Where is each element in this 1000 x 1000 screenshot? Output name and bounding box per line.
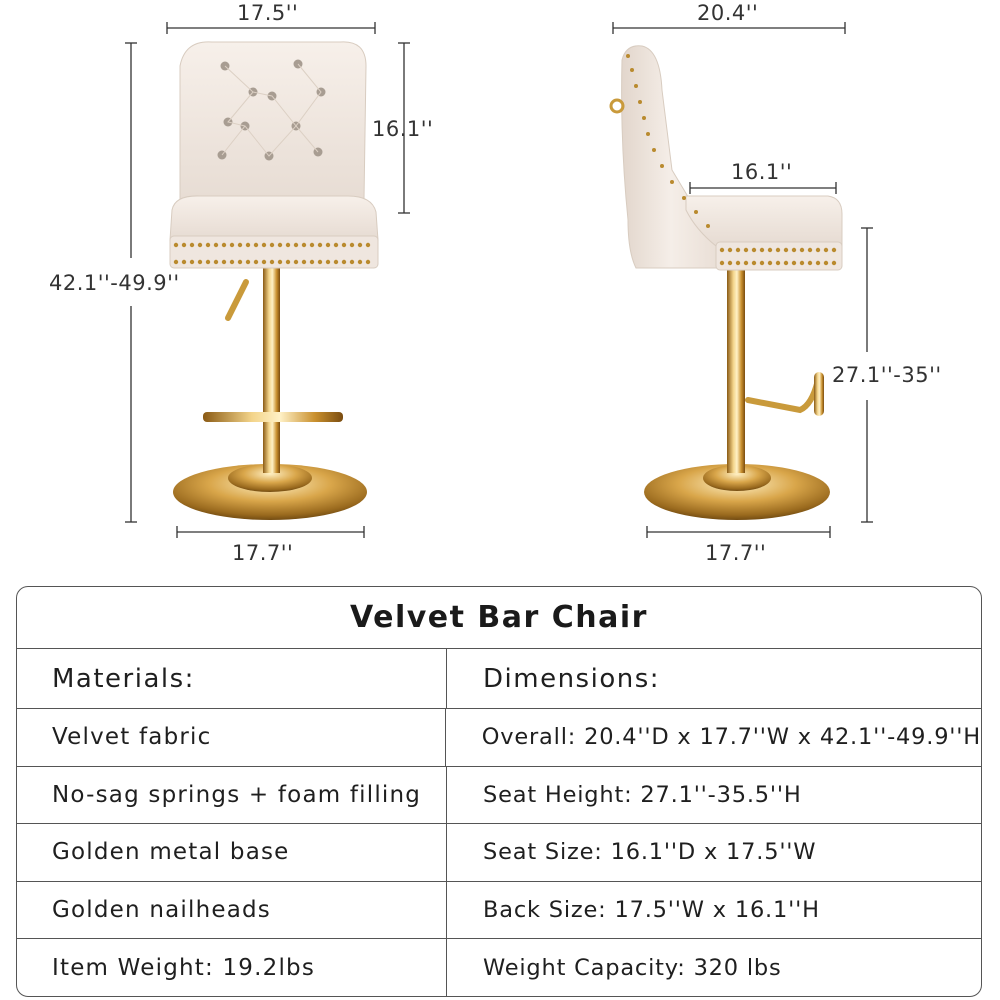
- table-row: [17, 882, 981, 940]
- table-row: [17, 709, 981, 767]
- materials-header: Materials:: [17, 649, 447, 708]
- material-cell: Golden metal base: [17, 824, 447, 881]
- side-depth-label: 20.4'': [697, 1, 759, 25]
- spec-header-row: [17, 649, 981, 709]
- material-cell: No-sag springs + foam filling: [17, 767, 447, 824]
- dimension-cell: Back Size: 17.5''W x 16.1''H: [483, 896, 820, 923]
- back-height-label: 16.1'': [372, 117, 434, 141]
- seat-height-label: 27.1''-35'': [832, 363, 942, 387]
- side-view-chair: [611, 46, 842, 520]
- table-row: [17, 767, 981, 825]
- front-base-label: 17.7'': [232, 541, 294, 565]
- dimension-cell: Seat Height: 27.1''-35.5''H: [483, 781, 802, 808]
- table-row: [17, 939, 981, 997]
- material-cell: Item Weight: 19.2lbs: [17, 939, 447, 997]
- table-row: [17, 824, 981, 882]
- dimension-cell: Seat Size: 16.1''D x 17.5''W: [483, 839, 817, 866]
- overall-height-label: 42.1''-49.9'': [49, 271, 180, 295]
- front-view-chair: [170, 42, 378, 520]
- dimension-cell: Weight Capacity: 320 lbs: [483, 954, 782, 981]
- dimension-cell: Overall: 20.4''D x 17.7''W x 42.1''-49.9''H: [481, 724, 981, 751]
- front-width-label: 17.5'': [237, 1, 299, 25]
- material-cell: Velvet fabric: [17, 709, 446, 766]
- spec-table: [16, 586, 982, 997]
- seat-depth-label: 16.1'': [731, 160, 793, 184]
- side-base-label: 17.7'': [705, 541, 767, 565]
- material-cell: Golden nailheads: [17, 882, 447, 939]
- dimensions-header: Dimensions:: [483, 663, 661, 694]
- spec-title: Velvet Bar Chair: [17, 587, 981, 649]
